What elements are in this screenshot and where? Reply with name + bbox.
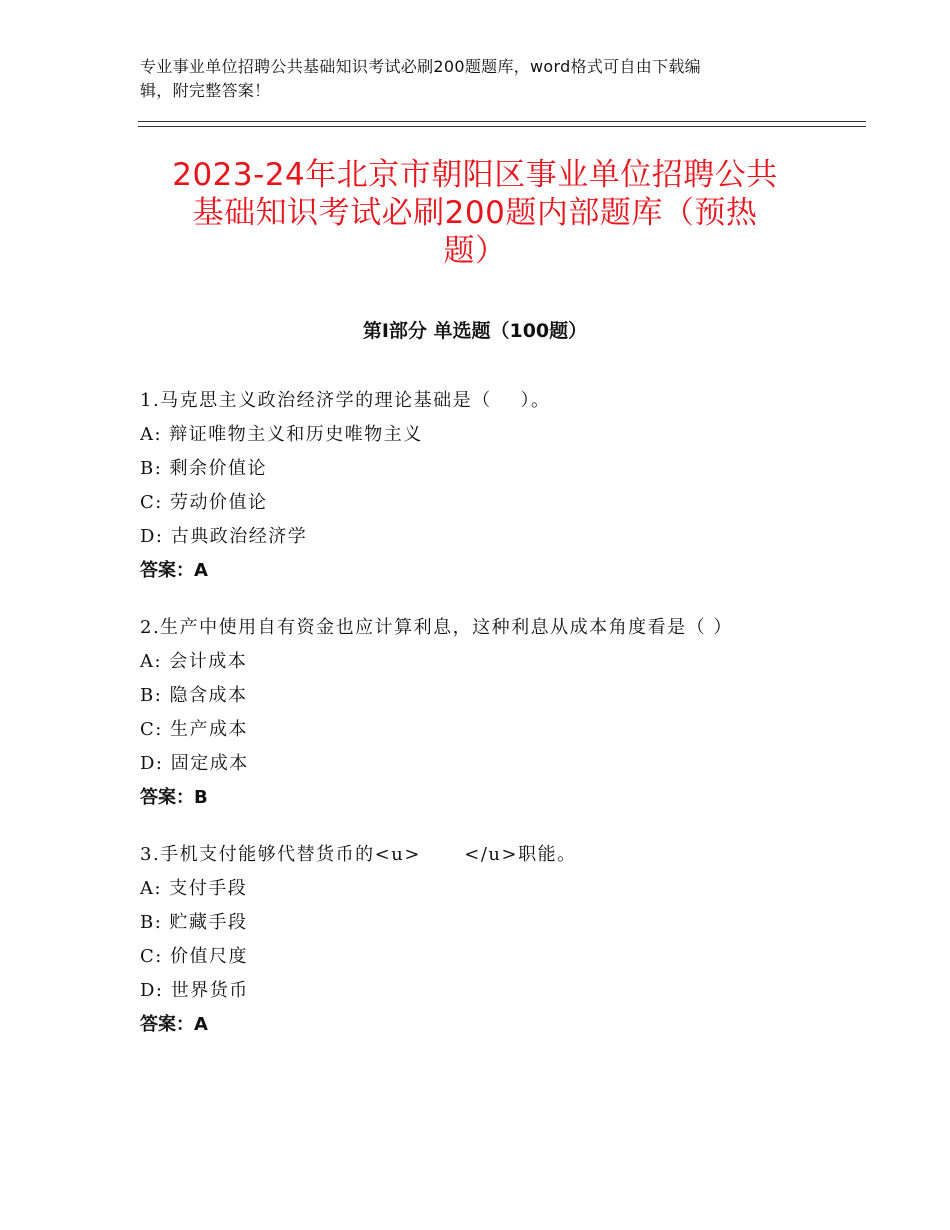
question-1 [140,384,820,588]
header-note-line-2: 辑，附完整答案！ [140,81,271,100]
option-c: C: 生产成本 [140,719,249,740]
question-2 [140,611,820,815]
header-divider-bottom [138,126,866,127]
option-d: D: 固定成本 [140,753,249,774]
option-a: A: 支付手段 [140,878,248,899]
question-stem: 1.马克思主义政治经济学的理论基础是（ ）。 [140,390,551,411]
header-note-line-1: 专业事业单位招聘公共基础知识考试必刷200题题库，word格式可自由下载编 [140,57,701,76]
title-line-1: 2023-24年北京市朝阳区事业单位招聘公共 [172,157,778,193]
header-divider-top [138,121,866,122]
header-note [140,55,800,103]
option-a: A: 会计成本 [140,651,248,672]
question-stem: 3.手机支付能够代替货币的<u> </u>职能。 [140,844,577,865]
answer: 答案：B [140,787,208,808]
option-a: A: 辩证唯物主义和历史唯物主义 [140,424,423,445]
title-line-2: 基础知识考试必刷200题内部题库（预热 [192,195,758,231]
section-title: 第Ⅰ部分 单选题（100题） [362,320,588,342]
option-b: B: 贮藏手段 [140,912,248,933]
question-stem: 2.生产中使用自有资金也应计算利息，这种利息从成本角度看是（ ） [140,617,733,638]
document-title [140,156,810,270]
question-3 [140,838,820,1042]
option-c: C: 价值尺度 [140,946,249,967]
option-b: B: 剩余价值论 [140,458,268,479]
option-d: D: 古典政治经济学 [140,526,308,547]
question-list [140,384,820,1065]
option-d: D: 世界货币 [140,980,249,1001]
option-b: B: 隐含成本 [140,685,248,706]
title-line-3: 题） [443,233,507,269]
answer: 答案：A [140,1014,208,1035]
answer: 答案：A [140,560,208,581]
option-c: C: 劳动价值论 [140,492,268,513]
